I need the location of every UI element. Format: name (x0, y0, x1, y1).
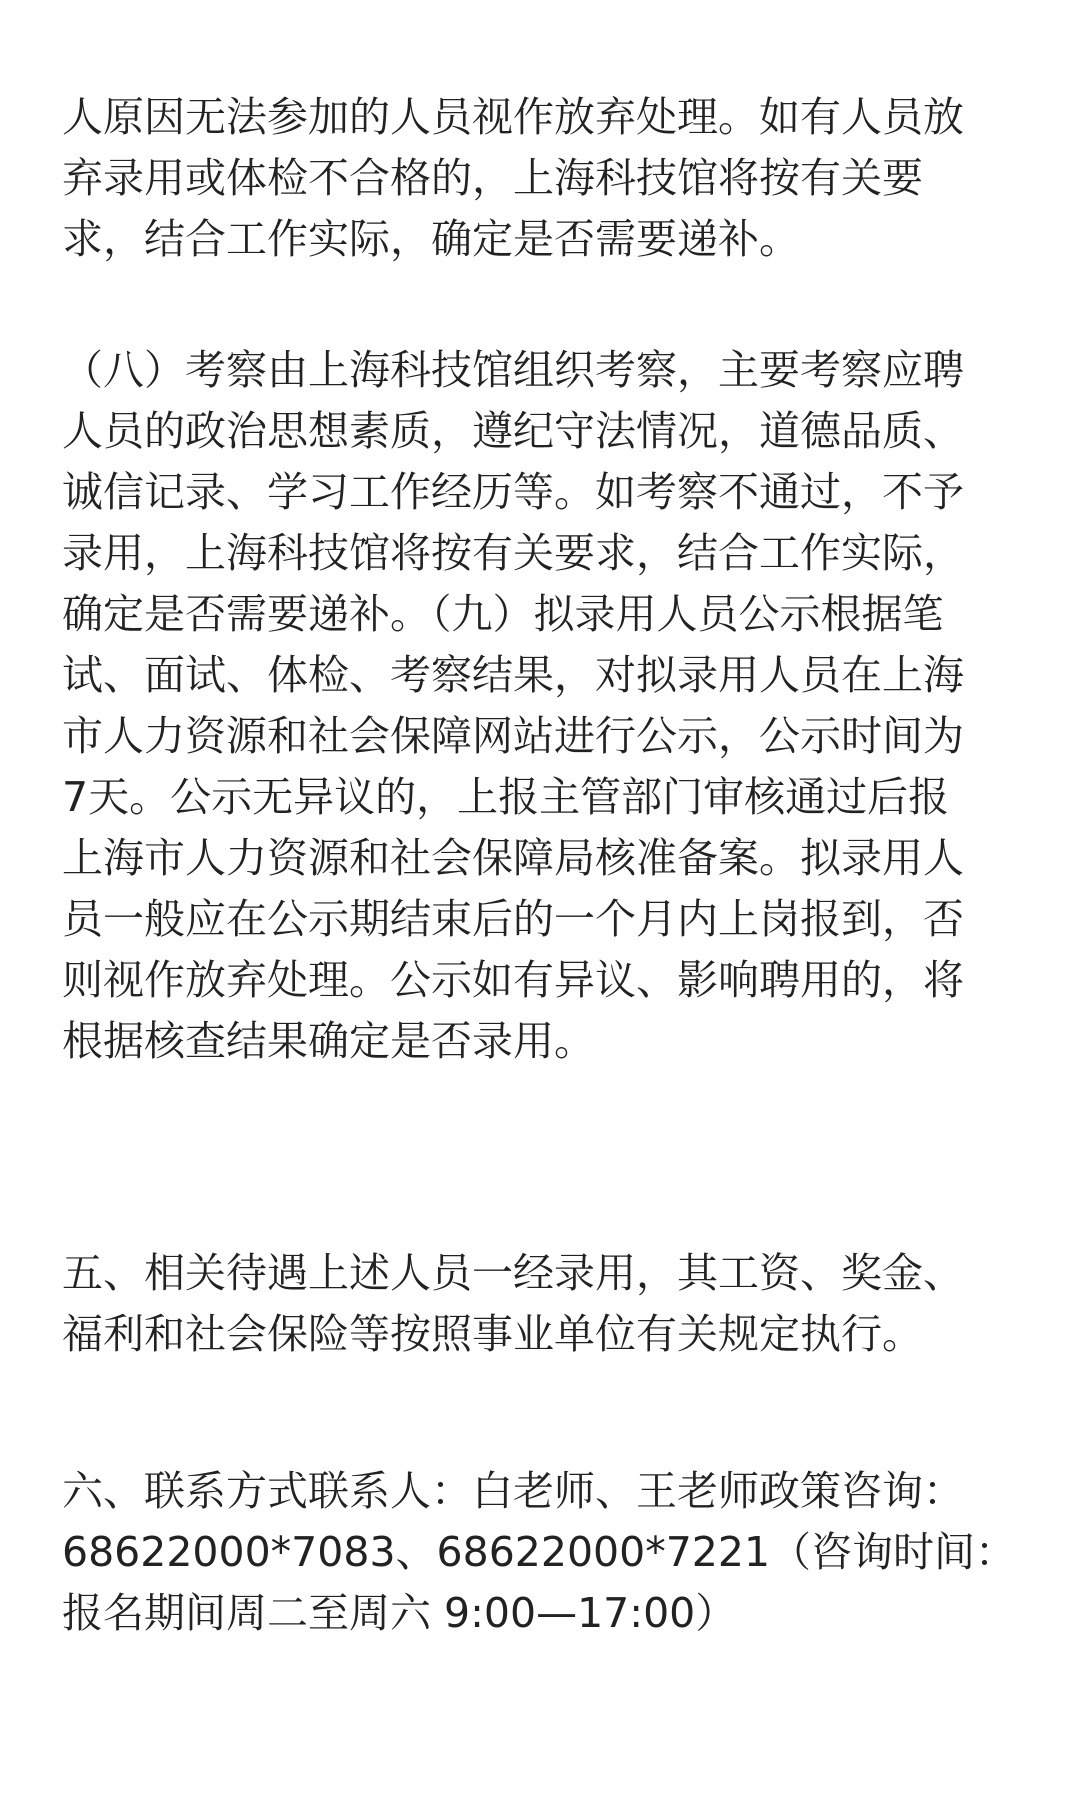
text-line: 试、面试、体检、考察结果，对拟录用人员在上海 (62, 651, 964, 699)
text-line: 求，结合工作实际，确定是否需要递补。 (62, 215, 800, 263)
text-line: 六、联系方式联系人：白老师、王老师政策咨询： (62, 1467, 964, 1515)
text-line: 68622000*7083、68622000*7221（咨询时间： (62, 1528, 1017, 1576)
text-line: 弃录用或体检不合格的，上海科技馆将按有关要 (62, 154, 923, 202)
text-line: 报名期间周二至周六 9:00—17:00） (62, 1589, 737, 1637)
paragraph-contact (62, 1461, 1032, 1644)
text-line: 录用，上海科技馆将按有关要求，结合工作实际， (62, 529, 964, 577)
text-line: 福利和社会保险等按照事业单位有关规定执行。 (62, 1310, 923, 1358)
text-line: 人原因无法参加的人员视作放弃处理。如有人员放 (62, 93, 964, 141)
text-line: 确定是否需要递补。（九）拟录用人员公示根据笔 (62, 590, 944, 638)
text-line: 则视作放弃处理。公示如有异议、影响聘用的，将 (62, 956, 964, 1004)
text-line: （八）考察由上海科技馆组织考察，主要考察应聘 (62, 346, 964, 394)
text-line: 上海市人力资源和社会保障局核准备案。拟录用人 (62, 834, 964, 882)
text-line: 员一般应在公示期结束后的一个月内上岗报到，否 (62, 895, 964, 943)
text-line: 7天。公示无异议的，上报主管部门审核通过后报 (62, 773, 950, 821)
paragraph-abandonment (62, 87, 1032, 270)
text-line: 诚信记录、学习工作经历等。如考察不通过，不予 (62, 468, 964, 516)
text-line: 五、相关待遇上述人员一经录用，其工资、奖金、 (62, 1249, 964, 1297)
paragraph-inspection-and-publicity (62, 340, 1032, 1072)
text-line: 人员的政治思想素质，遵纪守法情况，道德品质、 (62, 407, 964, 455)
text-line: 根据核查结果确定是否录用。 (62, 1017, 595, 1065)
paragraph-benefits (62, 1243, 1032, 1365)
text-line: 市人力资源和社会保障网站进行公示，公示时间为 (62, 712, 964, 760)
